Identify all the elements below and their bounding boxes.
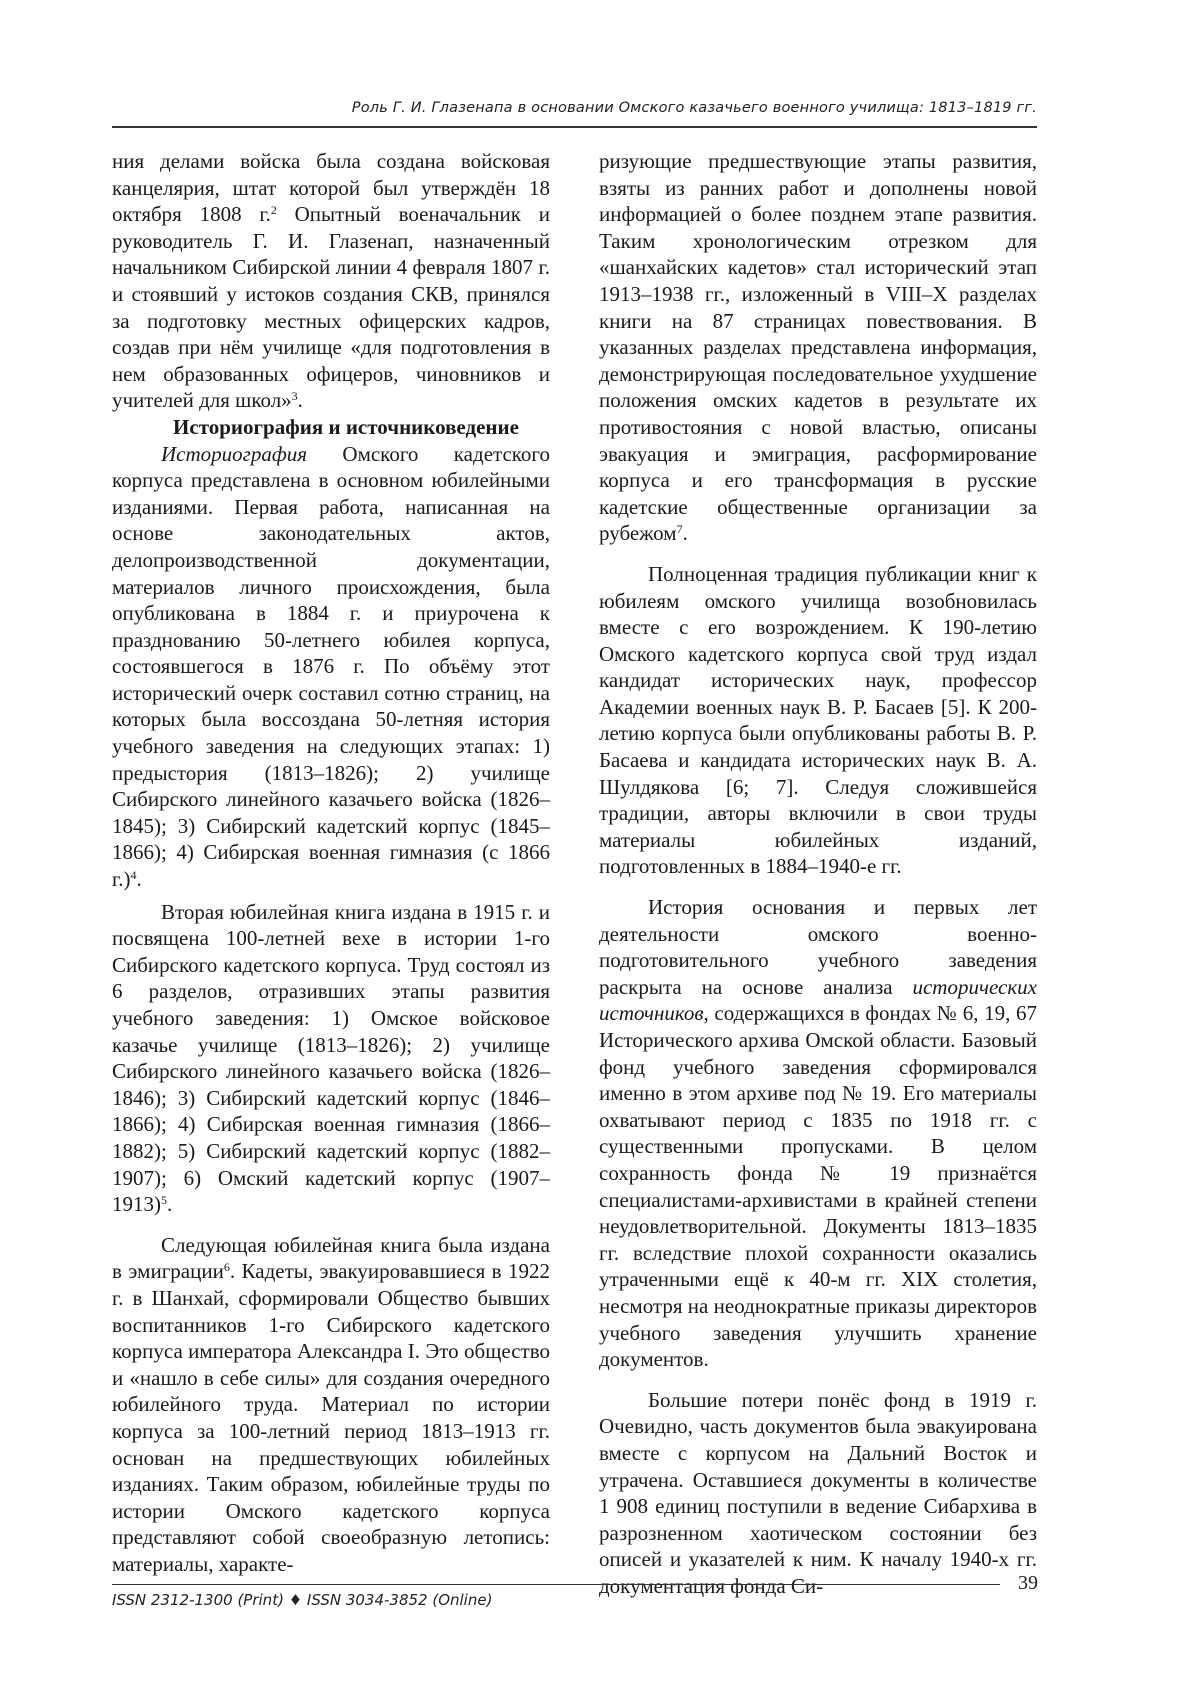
footnote-ref: 6 xyxy=(223,1260,230,1275)
left-paragraph-3 xyxy=(112,899,550,1218)
left-paragraph-2 xyxy=(112,441,550,893)
text-run: Вторая юбилейная книга издана в 1915 г. и посвящена 100-летней вехе в истории 1-го Сибирского кадетского корпуса. Труд состоял из 6 разделов, отразивших этапы развития учебного заведения: 1) Омское войсковое казачье училище (1813–1826); 2) училище Сибирского линейного казачьего войска (1826–1846); 3) Сибирский кадетский корпус (1846–1866); 4) Сибирская военная гимназия (1866–1882); 5) Сибирский кадетский корпус (1882–1907); 6) Омский кадетский корпус (1907–1913) xyxy=(112,899,550,1217)
text-run: . xyxy=(167,1192,173,1217)
text-run: . xyxy=(682,521,688,546)
right-paragraph-1 xyxy=(599,148,1037,547)
issn-line: ISSN 2312-1300 (Print) ♦ ISSN 3034-3852 (Online) xyxy=(112,1591,493,1609)
text-run: ния делами войска была создана войсковая канцелярия, штат которой был утверждён 18 октября 1808 г. xyxy=(112,149,550,227)
italic-term: Историография xyxy=(161,441,308,466)
text-run: История основания и первых лет деятельности омского военно-подготовительного учебного заведения раскрыта на основе анализа xyxy=(599,895,1037,999)
italic-term: исторических источников xyxy=(599,974,1037,1026)
section-heading: Историография и источниковедение xyxy=(173,414,519,439)
text-run: . Кадеты, эвакуировавшиеся в 1922 г. в Шанхай, сформировали Общество бывших воспитанников 1-го Сибирского кадетского корпуса императора Александра I. Это общество и «нашло в себе силы» для создания очередного юбилейного труда. Материал по истории корпуса за 100-летний период 1813–1913 гг. основан на предшествующих юбилейных изданиях. Таким образом, юбилейные труды по истории Омского кадетского корпуса представляют собой своеобразную летопись: материалы, характе- xyxy=(112,1259,551,1576)
footnote-ref: 3 xyxy=(291,389,298,404)
footnote-ref: 7 xyxy=(676,522,683,537)
header-rule xyxy=(112,126,1037,128)
left-paragraph-1 xyxy=(112,148,550,414)
left-paragraph-4 xyxy=(112,1232,550,1578)
footnote-ref: 2 xyxy=(270,203,277,218)
text-run: . xyxy=(136,867,142,892)
text-run: Опытный военачальник и руководитель Г. И. Глазенап, назначенный начальником Сибирской линии 4 февраля 1807 г. и стоявший у истоков создания СКВ, принялся за подготовку местных офицерских кадров, создав при нём училище «для подготовления в нем образованных офицеров, чиновников и учителей для школ» xyxy=(112,202,550,413)
left-column xyxy=(112,148,550,1577)
text-run: ризующие предшествующие этапы развития, взяты из ранних работ и дополнены новой информацией о более позднем этапе развития. Таким хронологическим отрезком для «шанхайских кадетов» стал исторический этап 1913–1938 гг., изложенный в VIII–X разделах книги на 87 страницах повествования. В указанных разделах представлена информация, демонстрирующая последовательное ухудшение положения омских кадетов в результате их противостояния с новой властью, описаны эвакуация и эмиграция, расформирование корпуса и его трансформация в русские кадетские общественные организации за рубежом xyxy=(599,149,1037,546)
right-paragraph-4: Большие потери понёс фонд в 1919 г. Очевидно, часть документов была эвакуирована вместе с корпусом на Дальний Восток и утрачена. Оставшиеся документы в количестве 1 908 единиц поступили в ведение Сибархива в разрозненном хаотическом состоянии без описей и указателей к ним. К началу 1940-х гг. документация фонда Си- xyxy=(599,1387,1037,1598)
text-run: Следующая юбилейная книга была издана в эмиграции xyxy=(112,1232,550,1284)
running-header: Роль Г. И. Глазенапа в основании Омского казачьего военного училища: 1813–1819 гг. xyxy=(351,100,1037,116)
text-run: , содержащихся в фондах № 6, 19, 67 Исторического архива Омской области. Базовый фонд учебного заведения сформировался именно в этом архиве под № 19. Его материалы охватывают период с 1835 по 1918 гг. с существенными пропусками. В целом сохранность фонда № 19 признаётся специалистами-архивистами в крайней степени неудовлетворительной. Документы 1813–1835 гг. вследствие плохой сохранности оказались утраченными ещё к 40-м гг. XIX столетия, несмотря на неоднократные приказы директоров учебного заведения улучшить хранение документов. xyxy=(599,1001,1037,1372)
footnote-ref: 4 xyxy=(130,868,137,883)
footnote-ref: 5 xyxy=(161,1193,167,1208)
footer-rule xyxy=(112,1584,1000,1585)
page-number: 39 xyxy=(1018,1572,1038,1594)
text-run: . xyxy=(297,388,303,413)
text-run: Омского кадетского корпуса представлена в основном юбилейными изданиями. Первая работа, написанная на основе законодательных актов, делопроизводственной документации, материалов личного происхождения, была опубликована в 1884 г. и приурочена к празднованию 50-летнего юбилея корпуса, состоявшегося в 1876 г. По объёму этот исторический очерк составил сотню страниц, на которых была воссоздана 50-летняя история учебного заведения на следующих этапах: 1) предыстория (1813–1826); 2) училище Сибирского линейного казачьего войска (1826–1845); 3) Сибирский кадетский корпус (1845–1866); 4) Сибирская военная гимназия (с 1866 г.) xyxy=(112,441,550,892)
right-paragraph-2: Полноценная традиция публикации книг к юбилеям омского училища возобновилась вместе с его возрождением. К 190-летию Омского кадетского корпуса свой труд издал кандидат исторических наук, профессор Академии военных наук В. Р. Басаев [5]. К 200-летию корпуса были опубликованы работы В. Р. Басаева и кандидата исторических наук В. А. Шулдякова [6; 7]. Следуя сложившейся традиции, авторы включили в свои труды материалы юбилейных изданий, подготовленных в 1884–1940-е гг. xyxy=(599,561,1037,879)
right-column xyxy=(599,148,1037,1599)
right-paragraph-3 xyxy=(599,894,1037,1373)
